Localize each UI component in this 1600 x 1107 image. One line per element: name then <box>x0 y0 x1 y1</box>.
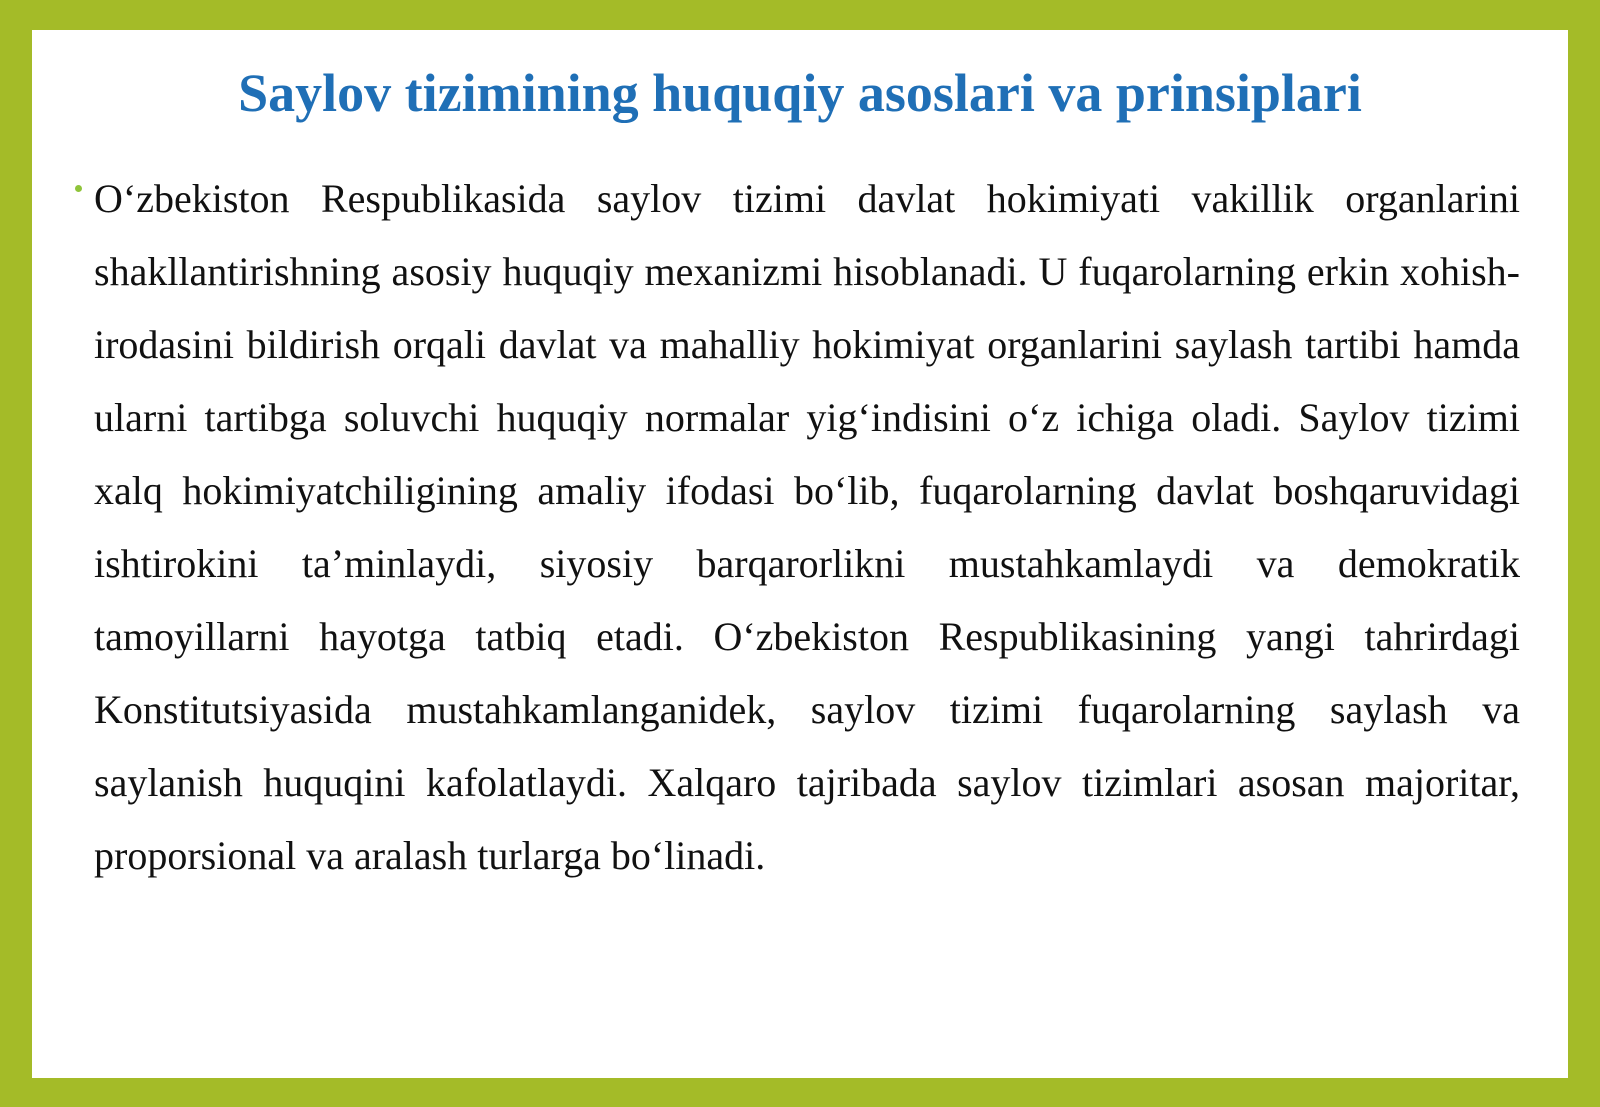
bullet-text: O‘zbekiston Respublikasida saylov tizimi davlat hokimiyati vakillik organlarini shakllantirishning asosiy huquqiy mexanizmi hisoblanadi. U fuqarolarning erkin xohish-irodasini bildirish orqali davlat va mahalliy hokimiyat organlarini saylash tartibi hamda ularni tartibga soluvchi huquqiy normalar yig‘indisini o‘z ichiga oladi. Saylov tizimi xalq hokimiyatchiligining amaliy ifodasi bo‘lib, fuqarolarning davlat boshqaruvidagi ishtirokini ta’minlaydi, siyosiy barqarorlikni mustahkamlaydi va demokratik tamoyillarni hayotga tatbiq etadi. O‘zbekiston Respublikasining yangi tahrirdagi Konstitutsiyasida mustahkamlanganidek, saylov tizimi fuqarolarning saylash va saylanish huquqini kafolatlaydi. Xalqaro tajribada saylov tizimlari asosan majoritar, proporsional va aralash turlarga bo‘linadi. <box>94 176 1520 878</box>
slide-title: Saylov tizimining huquqiy asoslari va prinsiplari <box>238 63 1362 123</box>
bullet-dot-icon <box>75 185 82 192</box>
slide-body <box>94 162 1520 982</box>
